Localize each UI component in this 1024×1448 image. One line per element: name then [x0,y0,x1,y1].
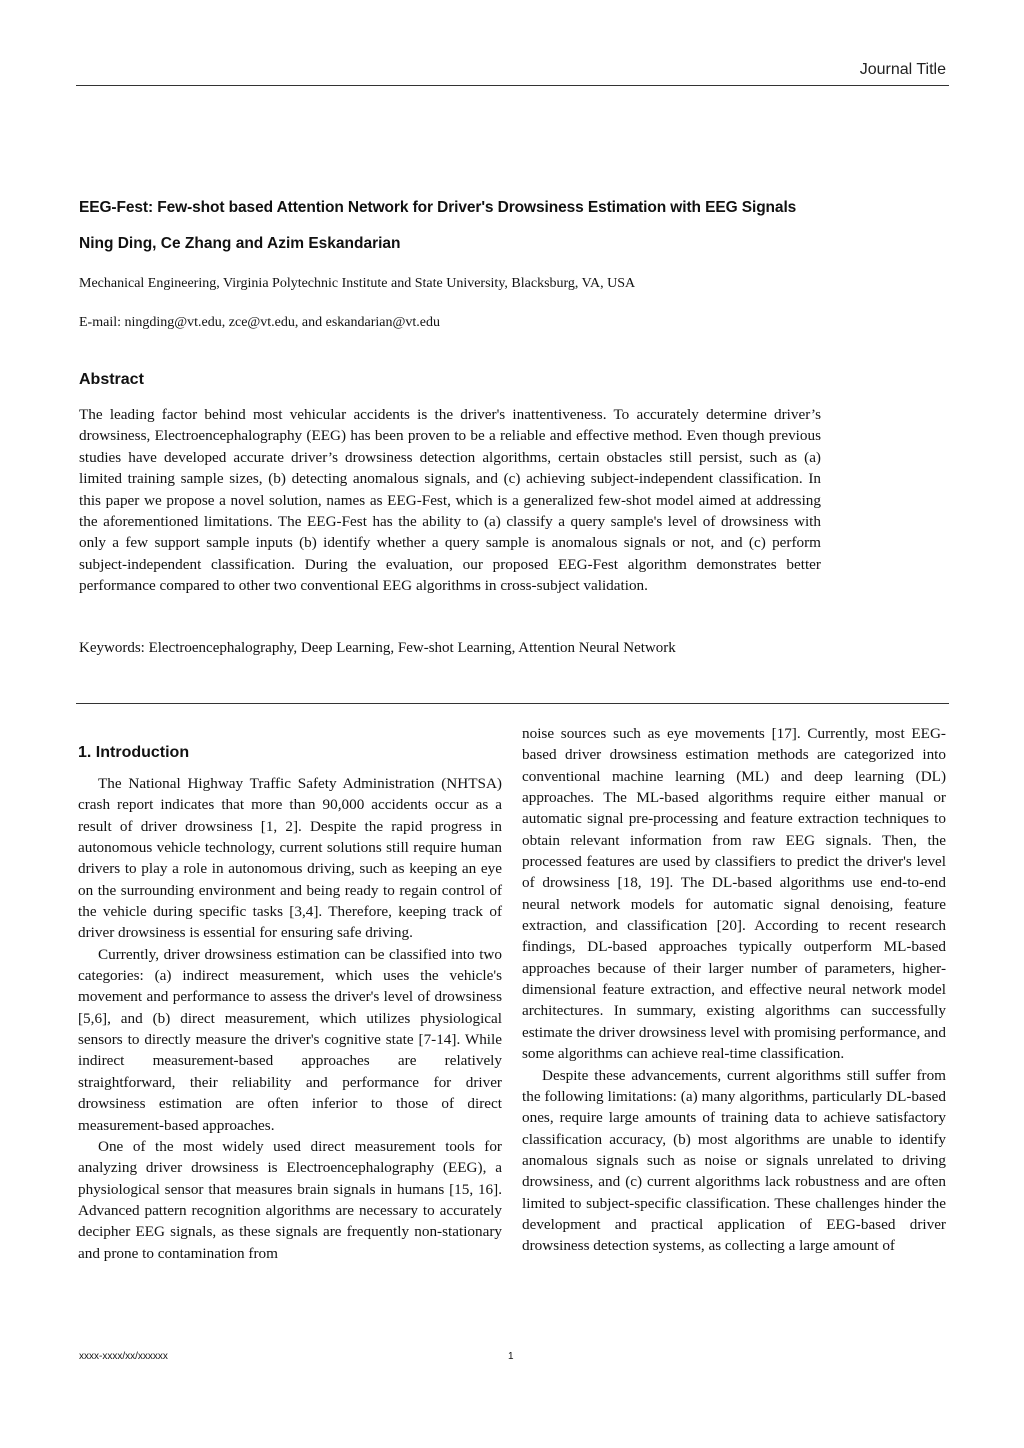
paragraph: The National Highway Traffic Safety Administration (NHTSA) crash report indicates that more than 90,000 accidents occur as a result of driver drowsiness [1, 2]. Despite the rapid progress in autonomous vehicle technology, current solutions still require human drivers to play a role in autonomous driving, such as keeping an eye on the surrounding environment and being ready to regain control of the vehicle during specific tasks [3,4]. Therefore, keeping track of driver drowsiness is essential for ensuring safe driving. [78,775,502,942]
author-emails: E-mail: ningding@vt.edu, zce@vt.edu, and eskandarian@vt.edu [79,315,440,330]
authors: Ning Ding, Ce Zhang and Azim Eskandarian [79,235,401,252]
paragraph: Despite these advancements, current algorithms still suffer from the following limitations: (a) many algorithms, particularly DL-based ones, require large amounts of training data to achieve satisfactory classification accuracy, (b) most algorithms are unable to identify anomalous signals such as noise or signals unrelated to driving drowsiness, and (c) current algorithms lack robustness and are often limited to subject-specific classification. These challenges hinder the development and practical application of EEG-based driver drowsiness detection systems, as collecting a large amount of [522,1066,946,1255]
introduction-heading: 1. Introduction [78,744,190,761]
paragraph: Currently, driver drowsiness estimation can be classified into two categories: (a) indirect measurement, which uses the vehicle's movement and performance to assess the driver's level of drowsiness [5,6], and (b) direct measurement, which utilizes physiological sensors to directly measure the driver's cognitive state [7-14]. While indirect measurement-based approaches are relatively straightforward, their reliability and performance for driver drowsiness estimation are often inferior to those of direct measurement-based approaches. [78,945,502,1134]
paragraph: One of the most widely used direct measurement tools for analyzing driver drowsiness is Electroencephalography (EEG), a physiological sensor that measures brain signals in humans [15, 16]. Advanced pattern recognition algorithms are necessary to accurately decipher EEG signals, as these signals are frequently non-stationary and prone to contamination from [78,1137,502,1262]
abstract-text: The leading factor behind most vehicular accidents is the driver's inattentiveness. To accurately determine driver’s drowsiness, Electroencephalography (EEG) has been proven to be a reliable and effective method. Even though previous studies have developed accurate driver’s drowsiness detection algorithms, certain obstacles still persist, such as (a) limited training sample sizes, (b) detecting anomalous signals, and (c) achieving subject-independent classification. In this paper we propose a novel solution, names as EEG-Fest, which is a generalized few-shot model aimed at addressing the aforementioned limitations. The EEG-Fest has the ability to (a) classify a query sample's level of drowsiness with only a few support sample inputs (b) identify whether a query sample is anomalous signals or not, and (c) perform subject-independent classification. During the evaluation, our proposed EEG-Fest algorithm demonstrates better performance compared to other two conventional EEG algorithms in cross-subject validation. [79,406,821,595]
abstract-heading: Abstract [79,371,144,388]
footer-doi: xxxx-xxxx/xx/xxxxxx [79,1351,168,1362]
paragraph: noise sources such as eye movements [17]. Currently, most EEG-based driver drowsiness estimation methods are categorized into conventional machine learning (ML) and deep learning (DL) approaches. The ML-based algorithms require either manual or automatic signal pre-processing and feature extraction techniques to obtain relevant information from raw EEG signals. Then, the processed features are used by classifiers to predict the driver's level of drowsiness [18, 19]. The DL-based algorithms use end-to-end neural network models for automatic signal denoising, feature extraction, and classification [20]. According to recent research findings, DL-based approaches typically outperform ML-based approaches because of their larger number of parameters, higher-dimensional feature extraction, and effective neural network model architectures. In summary, existing algorithms can successfully estimate the driver drowsiness level with promising performance, and some algorithms can achieve real-time classification. [522,725,946,1063]
affiliation: Mechanical Engineering, Virginia Polytechnic Institute and State University, Blacksburg, VA, USA [79,276,636,291]
right-column [522,723,946,1257]
header-rule [76,85,949,86]
paper-title: EEG-Fest: Few-shot based Attention Network for Driver's Drowsiness Estimation with EEG Signals [79,199,797,216]
page-number: 1 [508,1351,514,1362]
journal-title: Journal Title [859,61,946,78]
left-column [78,723,502,1264]
keywords: Keywords: Electroencephalography, Deep Learning, Few-shot Learning, Attention Neural Network [79,640,676,656]
section-rule [76,703,949,704]
